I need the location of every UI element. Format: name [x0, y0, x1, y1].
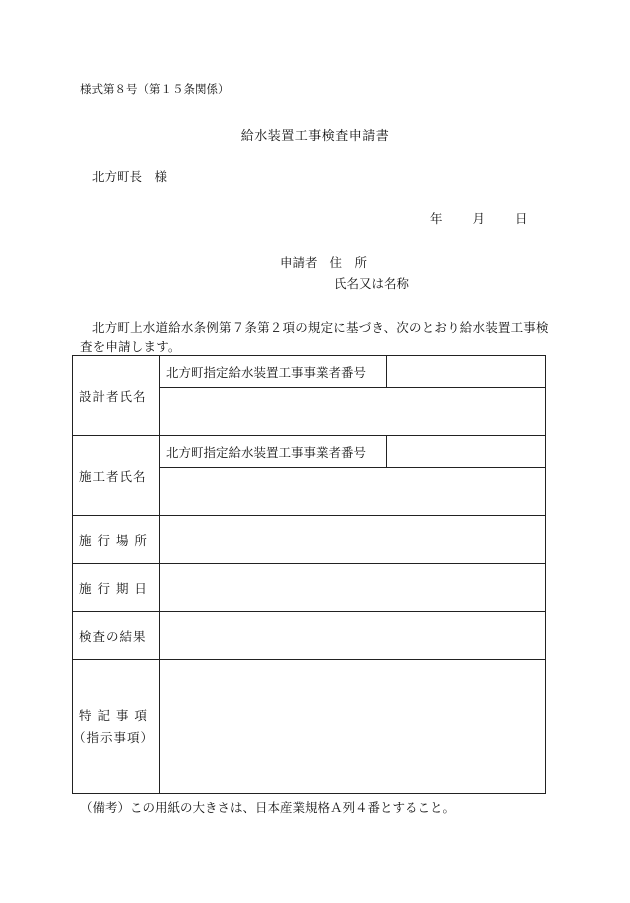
- application-statement: 北方町上水道給水条例第７条第２項の規定に基づき、次のとおり給水装置工事検査を申請します。: [80, 320, 549, 354]
- designer-designated-number-field[interactable]: [387, 356, 546, 388]
- inspection-result-field[interactable]: [160, 612, 546, 660]
- special-notes-label: [73, 660, 160, 794]
- inspection-result-label: 検査の結果: [73, 612, 160, 660]
- date-day-label: 日: [515, 211, 528, 226]
- notes-row: [73, 660, 546, 794]
- inspection-form-table: [72, 355, 546, 794]
- document-title: 給水装置工事検査申請書: [240, 129, 390, 144]
- addressee: 北方町長 様: [92, 169, 168, 184]
- form-number: 様式第８号（第１５条関係）: [80, 82, 230, 96]
- special-notes-field[interactable]: [160, 660, 546, 794]
- period-label: 施 行 期 日: [73, 564, 160, 612]
- result-row: [73, 612, 546, 660]
- period-field[interactable]: [160, 564, 546, 612]
- contractor-designated-number-label: 北方町指定給水装置工事事業者番号: [160, 436, 387, 468]
- date-year-label: 年: [430, 211, 443, 226]
- applicant-label: 申請者: [280, 255, 318, 270]
- special-notes-label-line1: 特 記 事 項: [79, 707, 148, 723]
- location-row: [73, 516, 546, 564]
- location-field[interactable]: [160, 516, 546, 564]
- applicant-name-label: 氏名又は名称: [334, 276, 410, 291]
- special-notes-label-line2: （指示事項）: [73, 729, 155, 745]
- designer-name-label: 設計者氏名: [73, 356, 160, 436]
- contractor-name-field[interactable]: [160, 468, 546, 516]
- applicant-block: [280, 253, 367, 271]
- date-line: [430, 209, 528, 227]
- contractor-designated-number-field[interactable]: [387, 436, 546, 468]
- designer-number-row: [73, 356, 546, 388]
- designer-designated-number-label: 北方町指定給水装置工事事業者番号: [160, 356, 387, 388]
- date-month-label: 月: [472, 211, 486, 226]
- location-label: 施 行 場 所: [73, 516, 160, 564]
- contractor-number-row: [73, 436, 546, 468]
- remark-note: （備考）この用紙の大きさは、日本産業規格Ａ列４番とすること。: [80, 800, 456, 815]
- applicant-address-label: 住 所: [329, 255, 368, 270]
- designer-name-field[interactable]: [160, 388, 546, 436]
- period-row: [73, 564, 546, 612]
- contractor-name-label: 施工者氏名: [73, 436, 160, 516]
